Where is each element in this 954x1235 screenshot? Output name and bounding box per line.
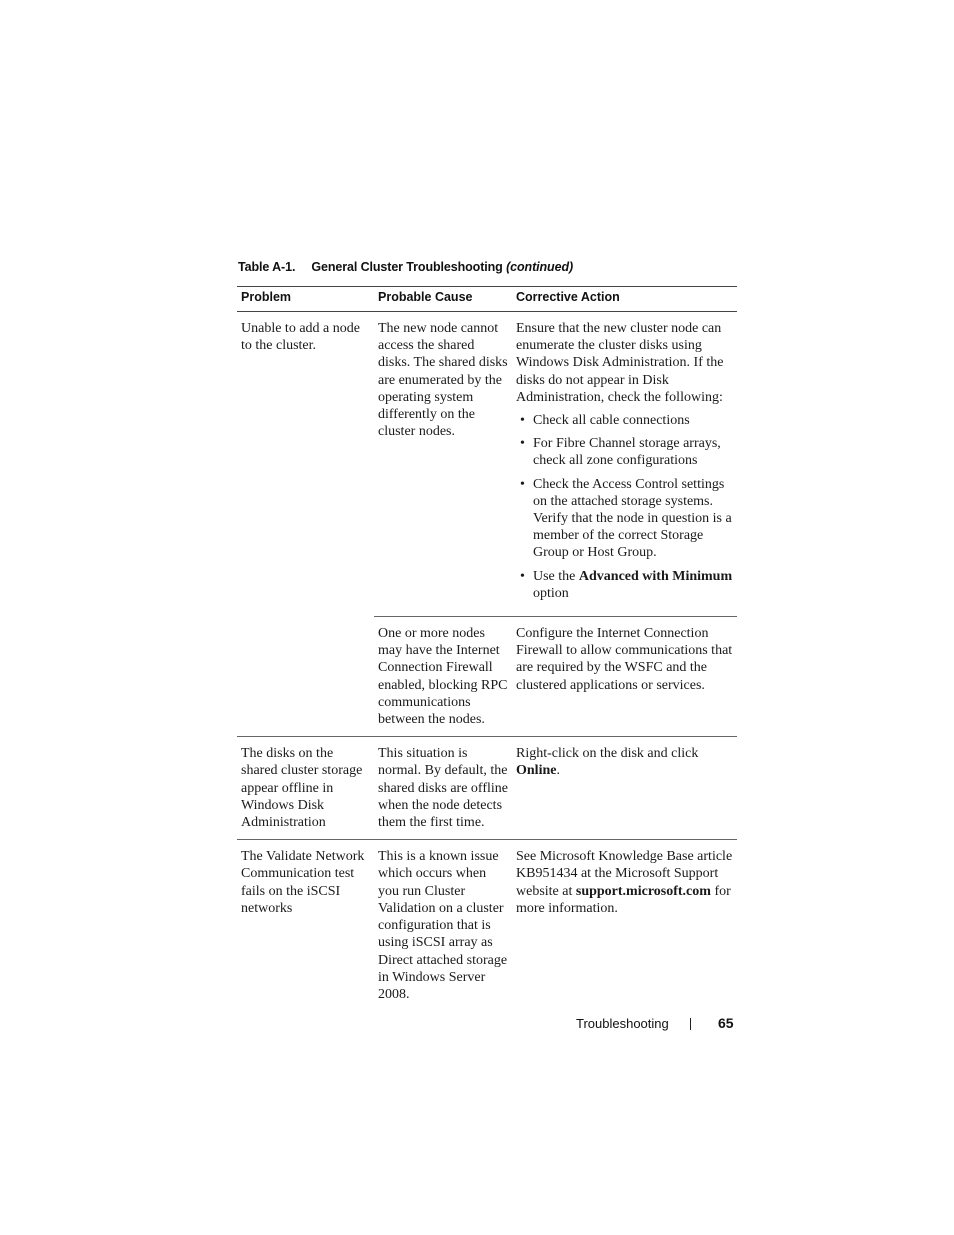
list-item: • For Fibre Channel storage arrays, check all zone configurations [520,436,721,469]
bullet-text: Check the Access Control settings on the attached storage systems. Verify that the node in question is a member of the correct Storage Group or Host Group. [533,476,732,561]
cause-cell: This situation is normal. By default, the shared disks are offline when the node detects them the first time. [374,737,512,840]
action-bold-text: Online [516,763,557,779]
bullet-prefix: Use the [533,568,579,584]
bullet-text: For Fibre Channel storage arrays, check all zone configurations [533,436,721,469]
caption-title: General Cluster Troubleshooting [311,260,503,274]
list-item: • Check all cable connections [520,413,690,429]
action-cell [512,840,737,1011]
table-row [237,840,737,1011]
table-row [237,737,737,840]
action-link-text: support.microsoft.com [575,883,711,899]
page-number: 65 [718,1015,734,1031]
action-prefix: Right-click on the disk and click [516,746,699,762]
action-intro: Ensure that the new cluster node can enumerate the cluster disks using Windows Disk Administration. If the disks do not appear in Disk Administration, check the following: [516,321,724,405]
cause-cell: This is a known issue which occurs when you run Cluster Validation on a cluster configuration that is using iSCSI array as Direct attached storage in Windows Server 2008. [374,840,512,1011]
problem-cell: The Validate Network Communication test fails on the iSCSI networks [237,840,374,1011]
caption-label: Table A-1. [238,260,296,274]
cause-cell: One or more nodes may have the Internet Connection Firewall enabled, blocking RPC communications between the nodes. [374,617,512,737]
list-item: • Check the Access Control settings on the attached storage systems. Verify that the node in question is a member of the correct Storage Group or Host Group. [520,476,732,561]
header-corrective-action: Corrective Action [512,287,737,312]
action-cell [512,312,737,617]
caption-continued: (continued) [506,260,574,274]
action-bullet-list [516,412,735,602]
action-suffix: . [556,763,560,779]
bullet-text: Check all cable connections [533,413,690,429]
cause-cell: The new node cannot access the shared disks. The shared disks are enumerated by the operating system differently on the cluster nodes. [378,321,508,440]
action-cell: Configure the Internet Connection Firewall to allow communications that are required by the WSFC and the clustered applications or services. [512,617,737,737]
table-header-row [237,287,737,312]
header-problem: Problem [237,287,374,312]
footer-divider [690,1018,691,1030]
footer-section-title: Troubleshooting [576,1016,669,1031]
bullet-bold-text: Advanced with Minimum [578,568,733,584]
table-row [237,312,737,617]
problem-cell: The disks on the shared cluster storage appear offline in Windows Disk Administration [237,737,374,840]
list-item: • Use the Advanced with Minimum option [520,568,733,601]
action-prefix: See Microsoft Knowledge Base article KB951434 at the Microsoft Support website at [516,849,733,899]
page-footer [0,1014,954,1034]
table-caption [238,260,573,274]
problem-cell: Unable to add a node to the cluster. [241,321,360,354]
troubleshooting-table [237,286,737,1011]
header-probable-cause: Probable Cause [374,287,512,312]
action-suffix: for more information. [516,883,731,916]
action-cell [512,737,737,840]
bullet-suffix: option [533,585,569,601]
